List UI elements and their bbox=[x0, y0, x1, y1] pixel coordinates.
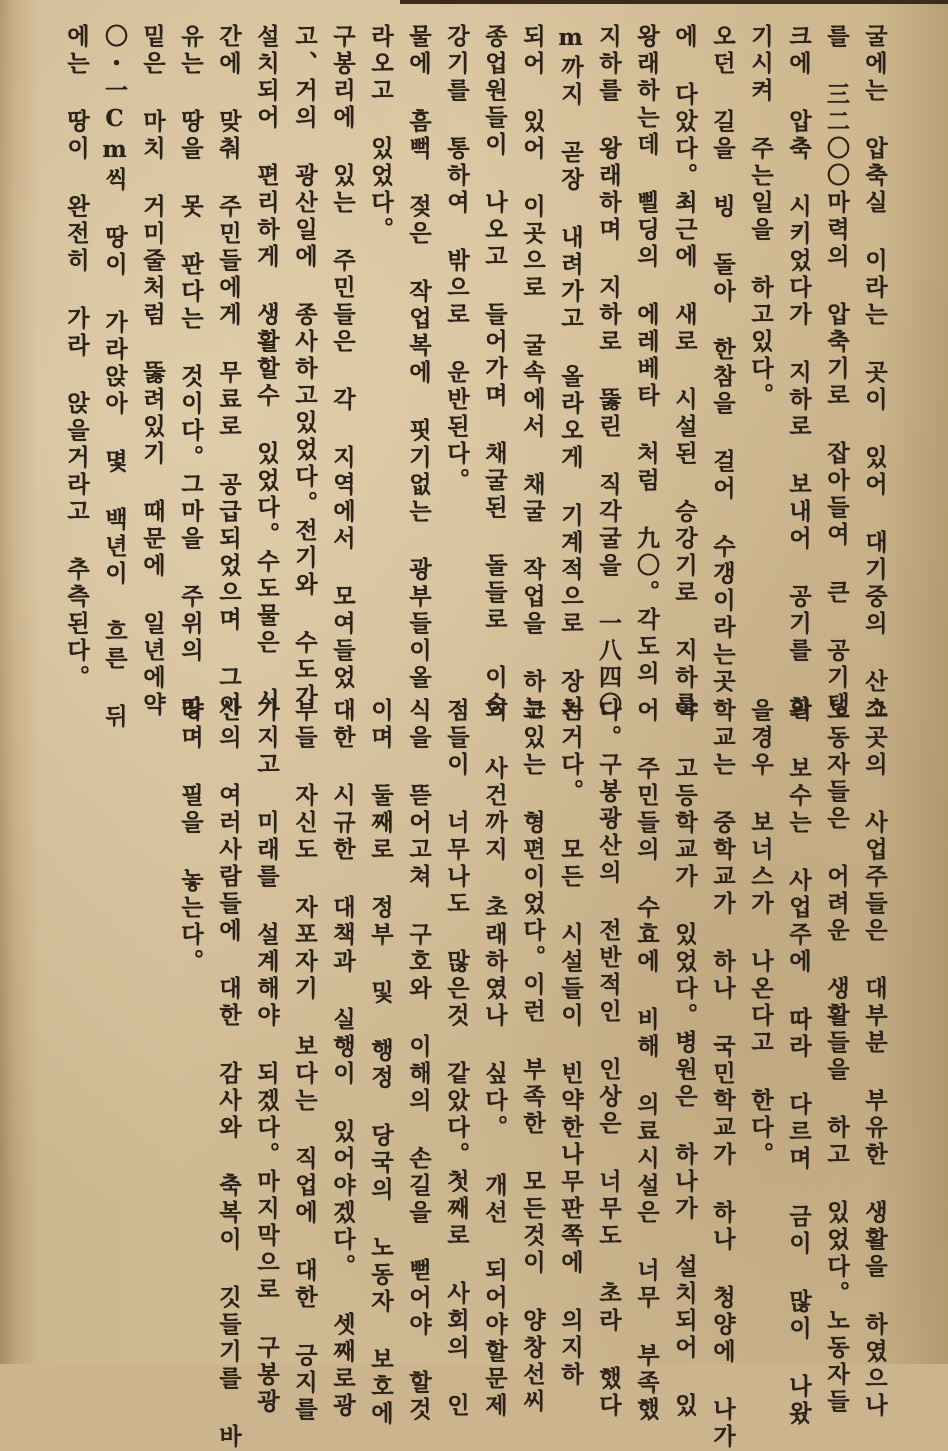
text-column: 을경우 보너스가 나온다고 한다。 bbox=[747, 698, 774, 1169]
text-column: 부들 자신도 자포자기 보다는 직업에 대한 긍지를 bbox=[291, 698, 318, 1424]
lower-text-block bbox=[146, 698, 888, 1451]
text-column: 오던 길을 빙 돌아 한참을 걸어 수갱이라는곳 bbox=[709, 24, 736, 696]
text-column: 점들이 너무나도 많은것 같았다。첫째로 사회의 인 bbox=[443, 698, 470, 1420]
top-rule-line bbox=[400, 0, 948, 4]
text-column: 기시켜 주는일을 하고있다。 bbox=[747, 24, 774, 410]
text-column: 구봉리에 있는 주민들은 각 지역에서 모여들었 bbox=[329, 24, 356, 692]
text-column: 대한 시규한 대책과 실행이 있어야겠다。 셋째로광 bbox=[329, 698, 356, 1420]
text-column: 유는 땅을 못 판다는 것이다。그마을 주위의 땅 bbox=[177, 24, 204, 723]
text-column: 굴에는 압축실 이라는 곳이 있어 대기중의 산소 bbox=[861, 24, 888, 723]
text-column: 지하를 왕래하며 지하로 뚫린 직각굴을 一八四〇 bbox=[595, 24, 622, 719]
text-column: 라며 필을 놓는다。 bbox=[177, 698, 204, 976]
text-column: 크에 압축 시키었다가 지하로 보내어 공기를 환 bbox=[785, 24, 812, 723]
text-column: 종업원들이 나오고 들어가며 채굴된 돌들로 이승 bbox=[481, 24, 508, 719]
text-column: 〇・一Cm씩 땅이 가라앉아 몇 백년이 흐른 뒤 bbox=[101, 24, 128, 731]
text-column: 야 고등학교가 있었다。병원은 하나가 설치되어 있 bbox=[671, 698, 698, 1420]
text-column: 다。구봉광산의 전반적인 인상은 너무도 초라 했다 bbox=[595, 698, 622, 1420]
text-column: 식을 뜯어고쳐 구호와 이해의 손길을 뻗어야 할것 bbox=[405, 698, 432, 1424]
text-column: 학교는 중학교가 하나 국민학교가 하나 청양에 나가 bbox=[709, 698, 736, 1451]
text-column: 어 주민들의 수효에 비해 의료시설은 너무 부족했 bbox=[633, 698, 660, 1424]
text-column: 그곳의 사업주들은 대부분 부유한 생활을 하였으나 bbox=[861, 698, 888, 1420]
text-column: 노동자들은 어려운 생활들을 하고 있었다。노동자들 bbox=[823, 698, 850, 1416]
text-column: 되어 있어 이곳으로 굴속에서 채굴 작업을 하는 bbox=[519, 24, 546, 723]
text-column: 를 三二〇〇마력의 압축기로 잡아들여 큰 공기탱 bbox=[823, 24, 850, 719]
upper-text-block bbox=[26, 24, 888, 731]
text-column: 간에 맞춰 주민들에게 무료로 공급되었으며 그이 bbox=[215, 24, 242, 719]
text-column: 강기를 통하여 밖으로 운반된다。 bbox=[443, 24, 470, 495]
text-column: 이며 둘째로 정부 및 행정 당국의 노동자 보호에 bbox=[367, 698, 394, 1428]
text-column: 의 사건까지 초래하였나 싶다。 개선 되어야할문제 bbox=[481, 698, 508, 1420]
text-column: 고있는 형편이었다。이런 부족한 모든것이 양창선씨 bbox=[519, 698, 546, 1416]
text-column: 의 보수는 사업주에 따라 다르며 금이 많이 나왔 bbox=[785, 698, 812, 1428]
text-column: 물에 흠뻑 젖은 작업복에 핏기없는 광부들이올 bbox=[405, 24, 432, 692]
text-column: 밑은 마치 거미줄처럼 뚫려있기 때문에 일년에약 bbox=[139, 24, 166, 719]
text-column: 고、거의 광산일에 종사하고있었다。전기와 수도가 bbox=[291, 24, 318, 711]
text-column: 라오고 있었다。 bbox=[367, 24, 394, 244]
text-column: 설치되어 편리하게 생활할수 있었다。수도물은 시 bbox=[253, 24, 280, 715]
text-column: 산의 여러사람들에 대한 감사와 축복이 깃들기를 바 bbox=[215, 698, 242, 1451]
text-column: 왕래하는데 삘딩의 에레베타 처럼 九〇。각도의 bbox=[633, 24, 660, 688]
text-column: 가지고 미래를 설계해야 되겠다。마지막으로 구봉광 bbox=[253, 698, 280, 1416]
text-column: m까지 곧장 내려가고 올라오게 기계적으로 장치 bbox=[557, 24, 584, 723]
text-column: 는거다。 모든 시설들이 빈약한나무판쪽에 의지하 bbox=[557, 698, 584, 1389]
text-column: 에는 땅이 완전히 가라 앉을거라고 추측된다。 bbox=[63, 24, 90, 692]
text-column: 에 다았다。최근에 새로 시설된 승강기로 지하를 bbox=[671, 24, 698, 719]
